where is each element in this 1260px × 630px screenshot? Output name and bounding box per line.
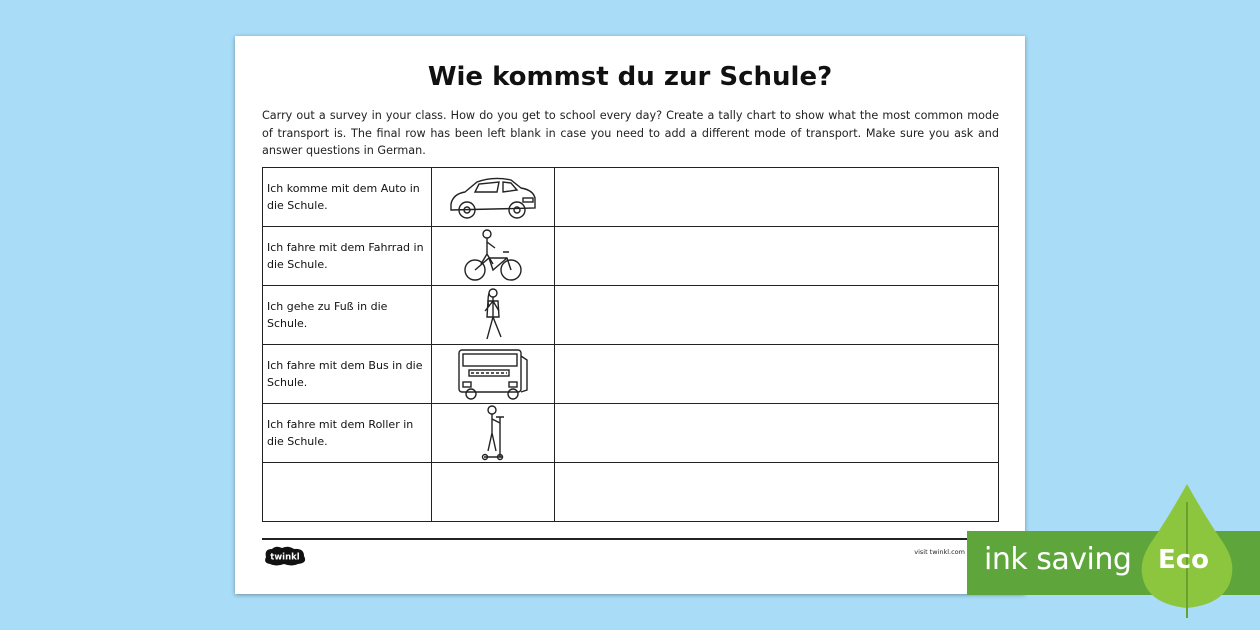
twinkl-logo xyxy=(262,545,308,567)
footer-visit-text: visit twinkl.com xyxy=(914,548,965,556)
footer-divider xyxy=(262,538,999,540)
row-phrase: Ich gehe zu Fuß in die Schule. xyxy=(263,286,432,345)
scooter-icon xyxy=(478,405,508,461)
worksheet-title: Wie kommst du zur Schule? xyxy=(427,62,833,92)
row-picture xyxy=(432,168,555,227)
car-icon xyxy=(447,170,539,224)
row-phrase[interactable] xyxy=(263,463,432,522)
row-picture xyxy=(432,227,555,286)
tally-cell[interactable] xyxy=(555,463,999,522)
eco-label: Eco xyxy=(1158,545,1210,575)
table-row xyxy=(263,227,999,286)
svg-text:twinkl: twinkl xyxy=(270,552,300,563)
worksheet-page xyxy=(235,36,1025,594)
tally-cell[interactable] xyxy=(555,227,999,286)
bus-icon xyxy=(455,346,531,402)
row-picture xyxy=(432,404,555,463)
walking-icon xyxy=(475,287,511,343)
row-phrase: Ich fahre mit dem Roller in die Schule. xyxy=(263,404,432,463)
table-row xyxy=(263,168,999,227)
tally-cell[interactable] xyxy=(555,404,999,463)
bicycle-icon xyxy=(463,228,523,284)
table-row xyxy=(263,463,999,522)
tally-cell[interactable] xyxy=(555,286,999,345)
tally-cell[interactable] xyxy=(555,168,999,227)
tally-cell[interactable] xyxy=(555,345,999,404)
row-phrase: Ich fahre mit dem Bus in die Schule. xyxy=(263,345,432,404)
row-picture xyxy=(432,345,555,404)
table-row xyxy=(263,404,999,463)
table-row xyxy=(263,345,999,404)
table-row xyxy=(263,286,999,345)
row-phrase: Ich komme mit dem Auto in die Schule. xyxy=(263,168,432,227)
row-phrase: Ich fahre mit dem Fahrrad in die Schule. xyxy=(263,227,432,286)
row-picture[interactable] xyxy=(432,463,555,522)
worksheet-instructions: Carry out a survey in your class. How do you get to school every day? Create a tally chart to show what the most common mode of transport is. The final row has been left blank in case you need to add a different mode of transport. Make sure you ask and answer questions in German. xyxy=(262,109,999,157)
row-picture xyxy=(432,286,555,345)
tally-table xyxy=(262,167,999,522)
ink-saving-label: ink saving xyxy=(984,542,1132,577)
